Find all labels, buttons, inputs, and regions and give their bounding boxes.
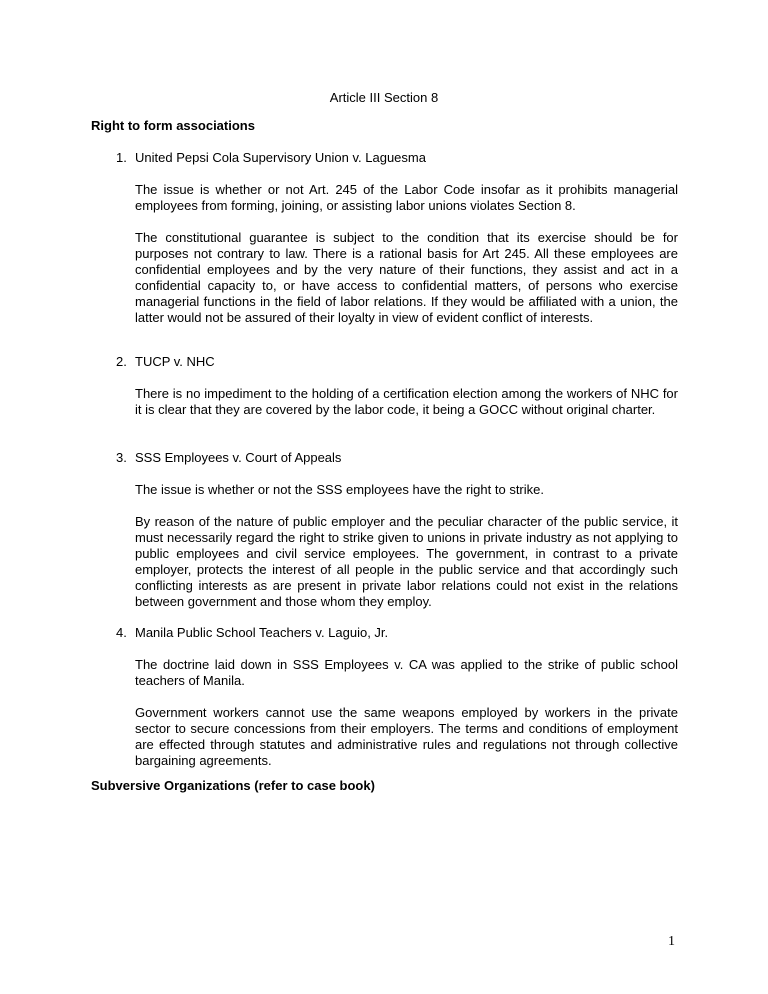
page-number: 1 xyxy=(668,934,675,949)
case-number: 3. xyxy=(116,450,127,465)
case-title-1 xyxy=(116,150,426,166)
case-title-2 xyxy=(116,354,215,370)
case-number: 1. xyxy=(116,150,127,165)
case-1-paragraph-1: The issue is whether or not Art. 245 of the Labor Code insofar as it prohibits managerial employees from forming, joining, or assisting labor unions violates Section 8. xyxy=(135,182,678,213)
case-title-text: United Pepsi Cola Supervisory Union v. Laguesma xyxy=(135,150,426,165)
case-2-paragraph-1: There is no impediment to the holding of a certification election among the workers of NHC for it is clear that they are covered by the labor code, it being a GOCC without original charter. xyxy=(135,386,678,417)
case-number: 4. xyxy=(116,625,127,640)
case-title-4 xyxy=(116,625,388,641)
section-heading-subversive-organizations: Subversive Organizations (refer to case book) xyxy=(91,778,375,793)
case-number: 2. xyxy=(116,354,127,369)
case-3-paragraph-1: The issue is whether or not the SSS employees have the right to strike. xyxy=(135,482,544,497)
case-3-paragraph-2: By reason of the nature of public employer and the peculiar character of the public service, it must necessarily regard the right to strike given to unions in private industry as not applying to public employees and civil service employees. The government, in contrast to a private employer, protects the interest of all people in the public service and that accordingly such conflicting interests as are present in private labor relations could not exist in the relations between government and those whom they employ. xyxy=(135,514,678,609)
document-title: Article III Section 8 xyxy=(329,90,439,105)
case-title-text: TUCP v. NHC xyxy=(135,354,215,369)
case-1-paragraph-2: The constitutional guarantee is subject to the condition that its exercise should be for purposes not contrary to law. There is a rational basis for Art 245. All these employees are confidential employees and by the very nature of their functions, they assist and act in a confidential capacity to, or have access to confidential matters, of persons who exercise managerial functions in the field of labor relations. If they would be affiliated with a union, the latter would not be assured of their loyalty in view of evident conflict of interests. xyxy=(135,230,678,325)
case-title-text: Manila Public School Teachers v. Laguio, Jr. xyxy=(135,625,389,640)
case-4-paragraph-1: The doctrine laid down in SSS Employees v. CA was applied to the strike of public school teachers of Manila. xyxy=(135,657,678,688)
section-heading-right-to-form-associations: Right to form associations xyxy=(91,118,255,133)
case-title-3 xyxy=(116,450,341,466)
case-4-paragraph-2: Government workers cannot use the same weapons employed by workers in the private sector to secure concessions from their employers. The terms and conditions of employment are effected through statutes and administrative rules and regulations not through collective bargaining agreements. xyxy=(135,705,678,768)
case-title-text: SSS Employees v. Court of Appeals xyxy=(135,450,342,465)
